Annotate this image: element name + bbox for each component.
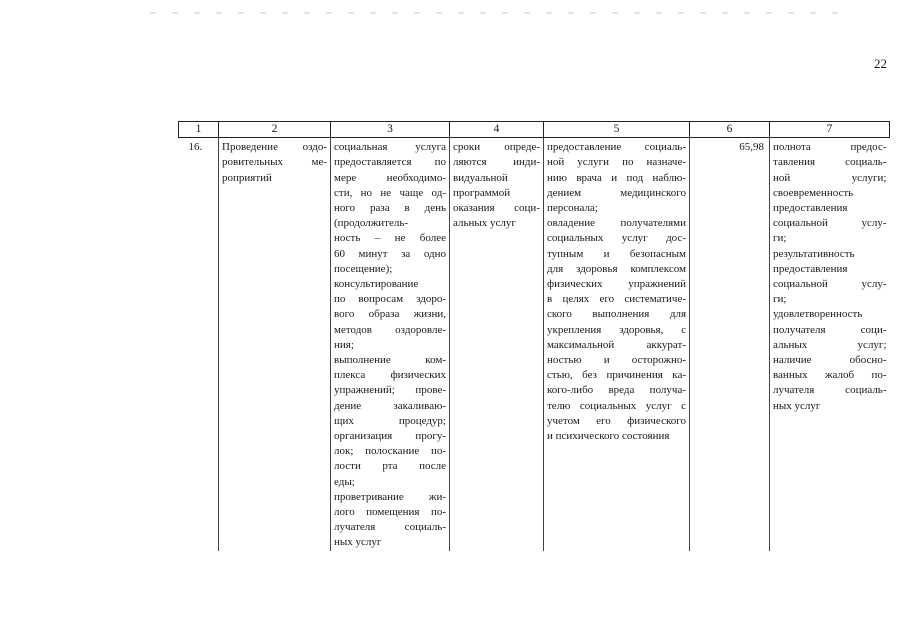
text-line: социальной услу- [773,217,887,230]
text-line: сти, но не чаще од- [334,186,446,199]
text-line: щих процедур; [334,414,446,427]
table-row [179,138,890,551]
text-line: предоставления [773,202,848,215]
text-line: ляются инди- [453,156,540,169]
text-line: лок; полоскание по- [334,445,446,458]
text-line: ной услуги по назначе- [547,156,686,169]
text-line: 60 минут за одно [334,247,446,260]
text-line: лости рта после [334,460,446,473]
text-line: ского выполнения для [547,308,686,321]
text-line: (продолжитель- [334,217,409,230]
text-line: упражнений; прове- [334,384,446,397]
text-line: ванных жалоб по- [773,369,887,382]
text-line: в целях его систематиче- [547,293,686,306]
text-line: ги; [773,232,787,245]
text-line: ных услуг [334,536,382,549]
service-terms-cell [450,138,544,551]
service-standard-cell [544,138,690,551]
header-col-3: 3 [331,122,450,138]
text-line: предоставление социаль- [547,141,686,154]
text-line: программой [453,186,511,199]
text-line: социальная услуга [334,141,446,154]
text-line: тавления социаль- [773,156,887,169]
page-number: 22 [874,56,887,71]
text-line: результативность [773,247,855,260]
text-line: телю социальных услуг с [547,399,686,412]
quality-indicators-cell [770,138,890,551]
service-name-cell [219,138,331,551]
text-line: физических упражнений [547,278,686,291]
text-line: выполнение ком- [334,354,446,367]
text-line: тупным и безопасным [547,247,686,260]
header-col-2: 2 [219,122,331,138]
text-line: ного раза в день [334,202,446,215]
text-line: ния; [334,338,354,351]
text-line: социальной услу- [773,278,887,291]
text-line: ной услуги; [773,171,887,184]
table-header-row [179,122,890,138]
text-line: полнота предос- [773,141,887,154]
text-line: альных услуг; [773,338,887,351]
text-line: ровительных ме- [222,156,327,169]
text-line: персонала; [547,202,598,215]
text-line: ги; [773,293,787,306]
text-line: лучателя социаль- [334,521,446,534]
text-line: мере необходимо- [334,171,446,184]
text-line: предоставляется по [334,156,446,169]
text-line: вого образа жизни, [334,308,446,321]
text-line: роприятий [222,171,272,184]
text-line: проветривание жи- [334,490,446,503]
text-line: методов оздоровле- [334,323,446,336]
header-col-1: 1 [179,122,219,138]
tariff-cell: 65,98 [690,138,770,551]
text-line: консультирование [334,278,419,291]
scan-artifact-line [150,12,850,14]
text-line: лого помещения по- [334,506,446,519]
text-line: посещение); [334,262,393,275]
row-number: 16. [179,138,219,551]
text-line: организация прогу- [334,430,446,443]
text-line: дение закаливаю- [334,399,446,412]
text-line: максимальной аккурат- [547,338,686,351]
text-line: удовлетворенность [773,308,863,321]
text-line: ностью и осторожно- [547,354,686,367]
text-line: укрепления здоровья, с [547,323,686,336]
text-line: ность – не более [334,232,446,245]
text-line: получателя соци- [773,323,887,336]
text-line: по вопросам здоро- [334,293,446,306]
text-line: Проведение оздо- [222,141,327,154]
text-line: видуальной [453,171,508,184]
text-line: кого-либо вреда получа- [547,384,686,397]
text-line: овладение получателями [547,217,686,230]
text-line: предоставления [773,262,848,275]
text-line: сроки опреде- [453,141,540,154]
text-line: своевременность [773,186,854,199]
text-line: социальных услуг дос- [547,232,686,245]
text-line: альных услуг [453,217,516,230]
text-line: еды; [334,475,355,488]
text-line: и психического состояния [547,430,670,443]
text-line: оказания соци- [453,202,540,215]
text-line: дением медицинского [547,186,686,199]
text-line: наличие обосно- [773,354,887,367]
text-line: стью, без причинения ка- [547,369,686,382]
header-col-6: 6 [690,122,770,138]
text-line: нию врача и под наблю- [547,171,686,184]
header-col-7: 7 [770,122,890,138]
text-line: для здоровья комплексом [547,262,686,275]
text-line: ных услуг [773,399,821,412]
text-line: плекса физических [334,369,446,382]
header-col-4: 4 [450,122,544,138]
service-description-cell [331,138,450,551]
header-col-5: 5 [544,122,690,138]
text-line: учетом его физического [547,414,686,427]
services-table [178,121,890,551]
text-line: лучателя социаль- [773,384,887,397]
